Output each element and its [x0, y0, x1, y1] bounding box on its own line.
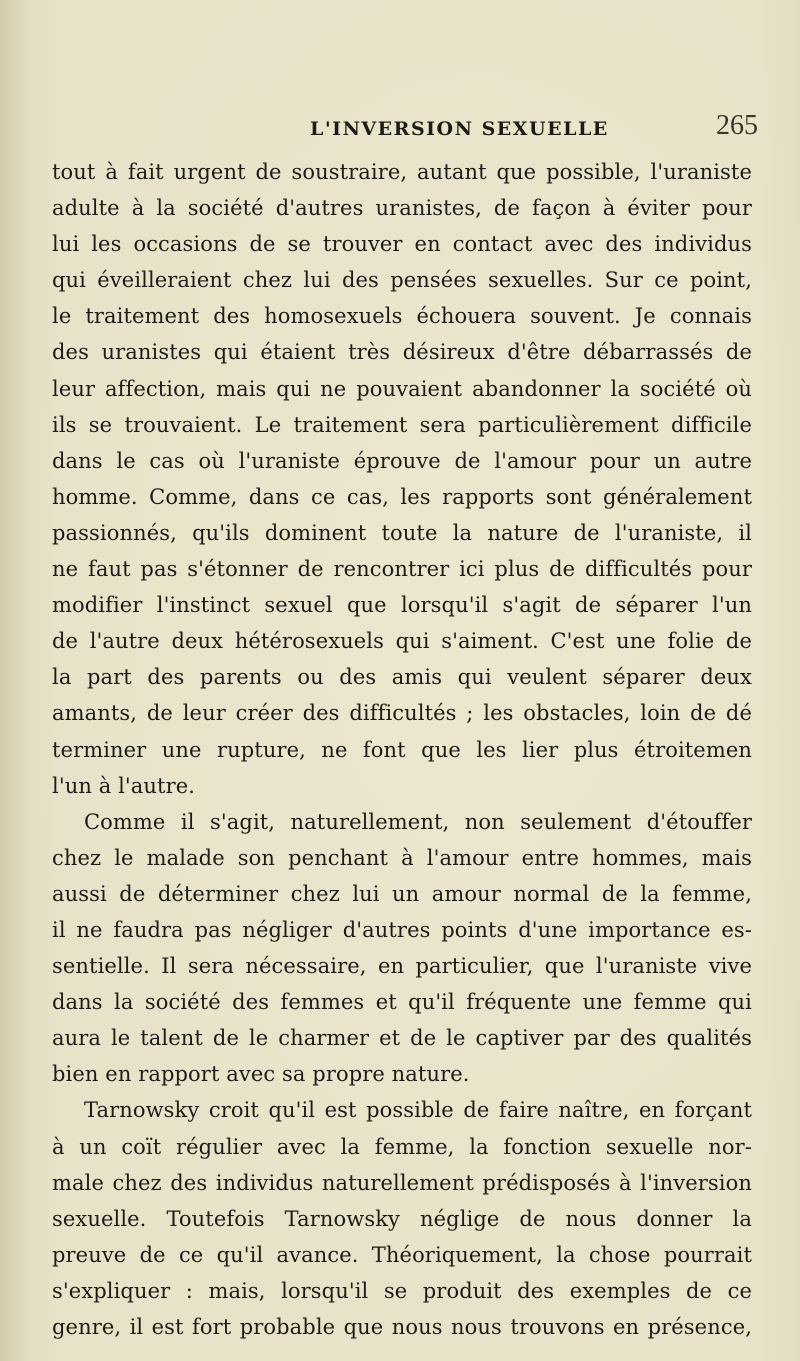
text-line: le traitement des homosexuels échouera souvent. Je connais — [52, 304, 752, 329]
text-line: bien en rapport avec sa propre nature. — [52, 1062, 470, 1087]
text-line: sexuelle. Toutefois Tarnowsky néglige de nous donner la — [52, 1206, 752, 1231]
text-line: homme. Comme, dans ce cas, les rapports sont généralement — [52, 484, 752, 509]
text-line: Tarnowsky croit qu'il est possible de faire naître, en forçant — [84, 1098, 752, 1123]
text-line: s'expliquer : mais, lorsqu'il se produit des exemples de ce — [52, 1278, 752, 1303]
text-line: male chez des individus naturellement prédisposés à l'inversion — [52, 1170, 752, 1195]
running-title: L'INVERSION SEXUELLE — [310, 118, 609, 140]
text-line: il ne faudra pas négliger d'autres points d'une importance es- — [52, 917, 752, 942]
text-line: amants, de leur créer des difficultés ; les obstacles, loin de dé — [52, 701, 752, 726]
text-line: des uranistes qui étaient très désireux d'être débarrassés de — [52, 340, 752, 365]
text-line: terminer une rupture, ne font que les lier plus étroitemen — [52, 737, 752, 762]
text-line: aussi de déterminer chez lui un amour normal de la femme, — [52, 881, 752, 906]
text-line: ils se trouvaient. Le traitement sera particulièrement difficile — [52, 412, 752, 437]
text-line: qui éveilleraient chez lui des pensées sexuelles. Sur ce point, — [52, 268, 752, 293]
text-line: dans la société des femmes et qu'il fréquente une femme qui — [52, 990, 752, 1015]
text-line: dans le cas où l'uraniste éprouve de l'amour pour un autre — [52, 448, 752, 473]
page-number: 265 — [716, 110, 758, 141]
text-line: leur affection, mais qui ne pouvaient abandonner la société où — [52, 376, 752, 401]
body-text — [52, 154, 752, 1345]
text-line: à un coït régulier avec la femme, la fonction sexuelle nor- — [52, 1134, 752, 1159]
text-line: Comme il s'agit, naturellement, non seulement d'étouffer — [84, 809, 752, 834]
text-line: sentielle. Il sera nécessaire, en particulier, que l'uraniste vive — [52, 954, 752, 979]
text-line: adulte à la société d'autres uranistes, de façon à éviter pour — [52, 196, 752, 221]
text-line: aura le talent de le charmer et de le captiver par des qualités — [52, 1026, 752, 1051]
text-line: preuve de ce qu'il avance. Théoriquement, la chose pourrait — [52, 1242, 752, 1267]
page-header — [0, 110, 800, 146]
text-line: de l'autre deux hétérosexuels qui s'aiment. C'est une folie de — [52, 629, 752, 654]
text-line: chez le malade son penchant à l'amour entre hommes, mais — [52, 845, 752, 870]
text-line: ne faut pas s'étonner de rencontrer ici plus de difficultés pour — [52, 557, 752, 582]
text-line: lui les occasions de se trouver en contact avec des individus — [52, 232, 752, 257]
text-line: passionnés, qu'ils dominent toute la nature de l'uraniste, il — [52, 520, 752, 545]
text-line: tout à fait urgent de soustraire, autant que possible, l'uraniste — [52, 160, 752, 184]
text-line: genre, il est fort probable que nous nous trouvons en présence, — [52, 1315, 752, 1339]
text-line: l'un à l'autre. — [52, 773, 196, 798]
text-line: modifier l'instinct sexuel que lorsqu'il s'agit de séparer l'un — [52, 593, 752, 618]
text-line: la part des parents ou des amis qui veulent séparer deux — [52, 665, 752, 690]
